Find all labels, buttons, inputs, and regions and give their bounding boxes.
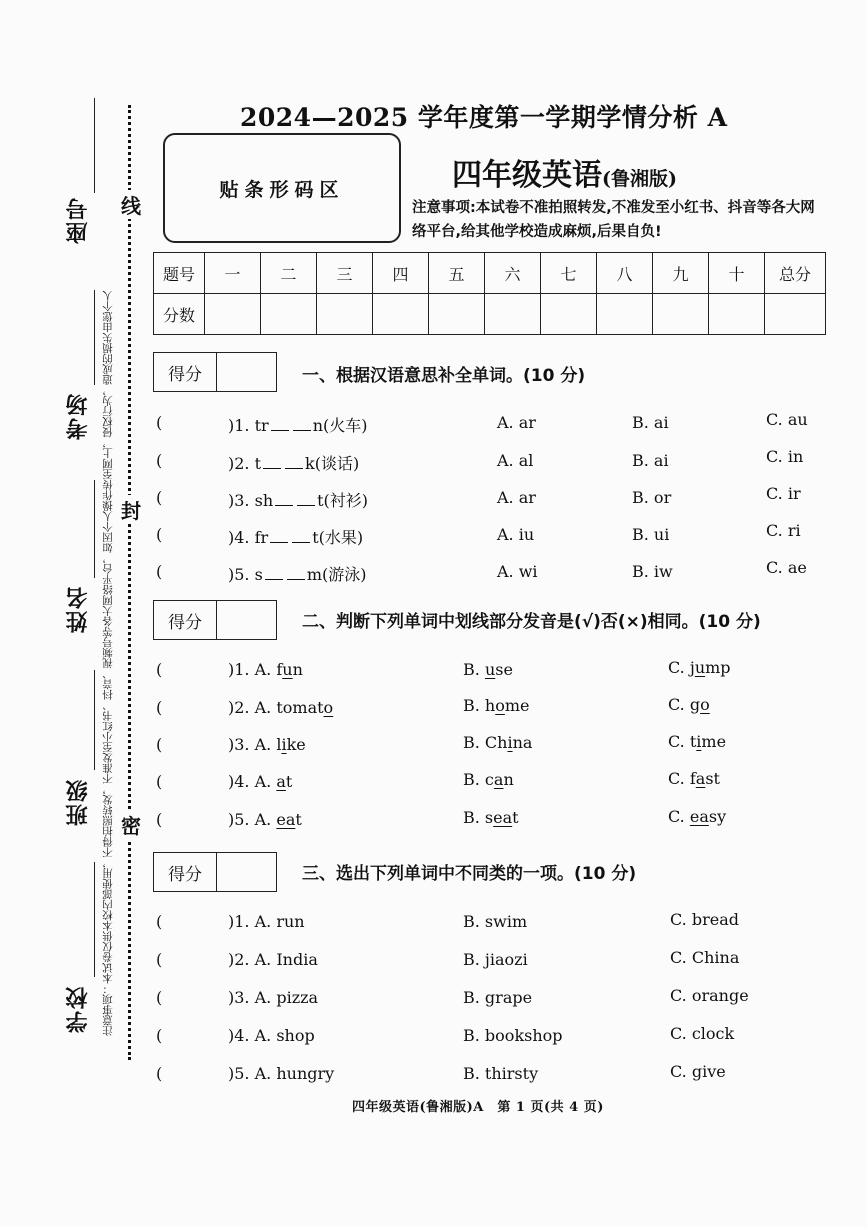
underlined-letters: a bbox=[695, 769, 706, 788]
option-c bbox=[668, 807, 726, 826]
score-cell[interactable] bbox=[653, 294, 709, 335]
score-cell[interactable] bbox=[765, 294, 826, 335]
text: t bbox=[285, 772, 293, 791]
word-end: k(谈话) bbox=[305, 454, 360, 473]
answer-paren[interactable]: ( bbox=[156, 660, 163, 679]
score-field[interactable] bbox=[217, 353, 276, 391]
option-b: B. or bbox=[632, 488, 672, 507]
text: n bbox=[292, 660, 303, 679]
option-a bbox=[228, 988, 318, 1007]
text: A. bbox=[254, 810, 277, 829]
option-c: C. ir bbox=[766, 484, 801, 503]
option-c: C. ae bbox=[766, 558, 807, 577]
answer-paren[interactable]: ( bbox=[156, 772, 163, 791]
section3-score-box bbox=[153, 852, 277, 892]
text: A. hungry bbox=[254, 1064, 335, 1083]
option-a bbox=[228, 810, 302, 829]
text: se bbox=[495, 660, 513, 679]
option-a bbox=[228, 772, 292, 791]
word-end: t(衬衫) bbox=[317, 491, 369, 510]
score-label: 得分 bbox=[154, 853, 217, 891]
table-row bbox=[154, 294, 826, 335]
option-c bbox=[668, 695, 710, 714]
answer-paren[interactable]: ( bbox=[156, 488, 163, 507]
exam-title: 2024—2025 学年度第一学期学情分析 A bbox=[240, 103, 728, 132]
text: ke bbox=[286, 735, 306, 754]
text: C. j bbox=[668, 658, 695, 677]
option-a: A. ar bbox=[497, 488, 536, 507]
text: A. run bbox=[254, 912, 305, 931]
question-stem bbox=[228, 451, 359, 474]
option-a bbox=[228, 912, 305, 931]
option-a bbox=[228, 950, 318, 969]
seal-mark: 封 bbox=[121, 495, 141, 524]
blank bbox=[263, 456, 281, 469]
text: A. bbox=[254, 772, 277, 791]
option-b: B. jiaozi bbox=[463, 950, 528, 969]
option-c: C. ri bbox=[766, 521, 801, 540]
table-head-number: 题号 bbox=[154, 253, 205, 294]
option-a: A. wi bbox=[497, 562, 538, 581]
score-cell[interactable] bbox=[261, 294, 317, 335]
option-b bbox=[463, 808, 519, 827]
word-start: t bbox=[254, 454, 262, 473]
subject-version: (鲁湘版) bbox=[602, 168, 677, 190]
text: me bbox=[504, 696, 530, 715]
option-c: C. China bbox=[670, 948, 740, 967]
option-b: B. swim bbox=[463, 912, 528, 931]
text: mp bbox=[705, 658, 731, 677]
underlined-letters: i bbox=[281, 735, 287, 754]
option-c: C. in bbox=[766, 447, 804, 466]
score-label: 得分 bbox=[154, 601, 217, 639]
underlined-letters: u bbox=[484, 660, 496, 679]
option-b bbox=[463, 770, 514, 789]
q-number: )3. bbox=[228, 988, 250, 1007]
line-mark: 线 bbox=[121, 190, 141, 219]
table-col: 一 bbox=[205, 253, 261, 294]
q-number: )4. bbox=[228, 528, 250, 547]
q-number: )2. bbox=[228, 698, 250, 717]
score-cell[interactable] bbox=[541, 294, 597, 335]
score-cell[interactable] bbox=[429, 294, 485, 335]
option-a bbox=[228, 735, 306, 754]
option-c: C. clock bbox=[670, 1024, 735, 1043]
section2-score-box bbox=[153, 600, 277, 640]
score-cell[interactable] bbox=[373, 294, 429, 335]
text: C. bbox=[668, 807, 690, 826]
score-cell[interactable] bbox=[205, 294, 261, 335]
table-col: 十 bbox=[709, 253, 765, 294]
score-cell[interactable] bbox=[709, 294, 765, 335]
subject-name: 四年级英语 bbox=[452, 158, 602, 193]
table-col-total: 总分 bbox=[765, 253, 826, 294]
underlined-letters: i bbox=[507, 733, 513, 752]
answer-paren[interactable]: ( bbox=[156, 988, 163, 1007]
table-head-score: 分数 bbox=[154, 294, 205, 335]
word-end: m(游泳) bbox=[306, 565, 367, 584]
underlined-letters: o bbox=[323, 698, 334, 717]
option-a bbox=[228, 698, 333, 717]
word-end: t(水果) bbox=[312, 528, 364, 547]
text: na bbox=[512, 733, 533, 752]
q-number: )2. bbox=[228, 950, 250, 969]
option-c: C. give bbox=[670, 1062, 726, 1081]
score-cell[interactable] bbox=[597, 294, 653, 335]
underlined-letters: u bbox=[694, 658, 706, 677]
blank bbox=[271, 418, 289, 431]
section1-title: 一、根据汉语意思补全单词。(10 分) bbox=[302, 366, 586, 386]
score-label: 得分 bbox=[154, 353, 217, 391]
q-number: )5. bbox=[228, 1064, 250, 1083]
q-number: )1. bbox=[228, 912, 250, 931]
binding-dotted-line bbox=[128, 105, 131, 1060]
option-c: C. orange bbox=[670, 986, 749, 1005]
score-cell[interactable] bbox=[485, 294, 541, 335]
school-label: 学校 bbox=[65, 985, 91, 1033]
q-number: )1. bbox=[228, 416, 250, 435]
table-col: 四 bbox=[373, 253, 429, 294]
underlined-letters: ea bbox=[689, 807, 709, 826]
table-col: 二 bbox=[261, 253, 317, 294]
score-field[interactable] bbox=[217, 853, 276, 891]
blank bbox=[287, 567, 305, 580]
answer-paren[interactable]: ( bbox=[156, 1064, 163, 1083]
question-stem bbox=[228, 525, 363, 548]
subject-title bbox=[452, 150, 677, 194]
text: C. t bbox=[668, 732, 697, 751]
answer-paren[interactable]: ( bbox=[156, 950, 163, 969]
underlined-letters: ea bbox=[276, 810, 296, 829]
option-b: B. ui bbox=[632, 525, 670, 544]
blank bbox=[293, 418, 311, 431]
option-a: A. ar bbox=[497, 413, 536, 432]
text: A. l bbox=[254, 735, 282, 754]
text: st bbox=[705, 769, 720, 788]
answer-paren[interactable]: ( bbox=[156, 698, 163, 717]
table-row bbox=[154, 253, 826, 294]
option-a bbox=[228, 1064, 334, 1083]
text: A. shop bbox=[254, 1026, 315, 1045]
answer-paren[interactable]: ( bbox=[156, 810, 163, 829]
option-a: A. iu bbox=[497, 525, 535, 544]
option-c bbox=[668, 658, 731, 677]
question-stem bbox=[228, 562, 367, 585]
text: B. bbox=[463, 660, 485, 679]
room-line bbox=[94, 290, 95, 385]
q-number: )5. bbox=[228, 810, 250, 829]
school-line bbox=[94, 862, 95, 977]
text: B. s bbox=[463, 808, 494, 827]
option-a bbox=[228, 1026, 315, 1045]
table-col: 五 bbox=[429, 253, 485, 294]
class-label: 班级 bbox=[65, 778, 91, 826]
word-start: fr bbox=[254, 528, 269, 547]
option-a: A. al bbox=[497, 451, 534, 470]
name-label: 姓名 bbox=[65, 585, 91, 633]
blank bbox=[292, 530, 310, 543]
table-col: 七 bbox=[541, 253, 597, 294]
secret-mark: 密 bbox=[121, 810, 141, 839]
q-number: )3. bbox=[228, 491, 250, 510]
blank bbox=[297, 493, 315, 506]
text: t bbox=[512, 808, 519, 827]
side-notice: 注意事项：本试卷仅供本校内部使用，不得拍照转发，不准发至小红书、抖音、视频号等各大网络平台，如因个人操作传至网上，侵权行为，造成的损失由您个人 bbox=[102, 290, 114, 1036]
table-col: 九 bbox=[653, 253, 709, 294]
text: A. India bbox=[254, 950, 318, 969]
option-b bbox=[463, 696, 530, 715]
section2-title: 二、判断下列单词中划线部分发音是(√)否(×)相同。(10 分) bbox=[302, 612, 761, 632]
question-stem bbox=[228, 488, 368, 511]
notice-text: 注意事项:本试卷不准拍照转发,不准发至小红书、抖音等各大网络平台,给其他学校造成麻烦,后果自负! bbox=[412, 200, 815, 240]
text: B. c bbox=[463, 770, 494, 789]
text: A. tomat bbox=[254, 698, 324, 717]
question-stem bbox=[228, 413, 367, 436]
text: t bbox=[295, 810, 302, 829]
underlined-letters: u bbox=[282, 660, 293, 679]
answer-paren[interactable]: ( bbox=[156, 1026, 163, 1045]
name-line bbox=[94, 480, 95, 578]
answer-paren[interactable]: ( bbox=[156, 562, 163, 581]
text: A. f bbox=[254, 660, 283, 679]
seat-line bbox=[94, 98, 95, 193]
underlined-letters: a bbox=[493, 770, 504, 789]
blank bbox=[265, 567, 283, 580]
blank bbox=[275, 493, 293, 506]
text: C. f bbox=[668, 769, 696, 788]
room-label: 考场 bbox=[65, 392, 91, 440]
table-col: 六 bbox=[485, 253, 541, 294]
option-b: B. thirsty bbox=[463, 1064, 539, 1083]
page-footer: 四年级英语(鲁湘版)A 第 1 页(共 4 页) bbox=[352, 1100, 604, 1115]
q-number: )4. bbox=[228, 1026, 250, 1045]
option-b: B. bookshop bbox=[463, 1026, 563, 1045]
q-number: )2. bbox=[228, 454, 250, 473]
q-number: )1. bbox=[228, 660, 250, 679]
section1-score-box bbox=[153, 352, 277, 392]
option-c: C. bread bbox=[670, 910, 739, 929]
class-line bbox=[94, 670, 95, 770]
word-start: sh bbox=[254, 491, 274, 510]
word-end: n(火车) bbox=[312, 416, 368, 435]
table-col: 八 bbox=[597, 253, 653, 294]
score-field[interactable] bbox=[217, 601, 276, 639]
table-col: 三 bbox=[317, 253, 373, 294]
underlined-letters: o bbox=[495, 696, 505, 715]
answer-paren[interactable]: ( bbox=[156, 413, 163, 432]
answer-paren[interactable]: ( bbox=[156, 451, 163, 470]
text: C. g bbox=[668, 695, 701, 714]
section3-title: 三、选出下列单词中不同类的一项。(10 分) bbox=[302, 864, 637, 884]
answer-paren[interactable]: ( bbox=[156, 525, 163, 544]
text: n bbox=[503, 770, 514, 789]
option-b bbox=[463, 733, 532, 752]
blank bbox=[285, 456, 303, 469]
seat-label: 座号 bbox=[65, 196, 91, 244]
q-number: )3. bbox=[228, 735, 250, 754]
word-start: s bbox=[254, 565, 263, 584]
barcode-area: 贴条形码区 bbox=[163, 133, 401, 243]
score-table bbox=[153, 252, 826, 335]
q-number: )5. bbox=[228, 565, 250, 584]
option-b: B. ai bbox=[632, 451, 669, 470]
word-start: tr bbox=[254, 416, 269, 435]
underlined-letters: ea bbox=[493, 808, 513, 827]
option-b: B. ai bbox=[632, 413, 669, 432]
score-cell[interactable] bbox=[317, 294, 373, 335]
option-b: B. grape bbox=[463, 988, 533, 1007]
text: B. h bbox=[463, 696, 496, 715]
option-b bbox=[463, 660, 513, 679]
underlined-letters: i bbox=[696, 732, 702, 751]
option-c: C. au bbox=[766, 410, 808, 429]
text: me bbox=[701, 732, 727, 751]
q-number: )4. bbox=[228, 772, 250, 791]
underlined-letters: o bbox=[700, 695, 710, 714]
option-a bbox=[228, 660, 303, 679]
option-c bbox=[668, 769, 720, 788]
underlined-letters: a bbox=[276, 772, 286, 791]
text: A. pizza bbox=[254, 988, 319, 1007]
text: B. Ch bbox=[463, 733, 508, 752]
option-b: B. iw bbox=[632, 562, 673, 581]
answer-paren[interactable]: ( bbox=[156, 912, 163, 931]
option-c bbox=[668, 732, 726, 751]
blank bbox=[270, 530, 288, 543]
text: sy bbox=[708, 807, 727, 826]
answer-paren[interactable]: ( bbox=[156, 735, 163, 754]
